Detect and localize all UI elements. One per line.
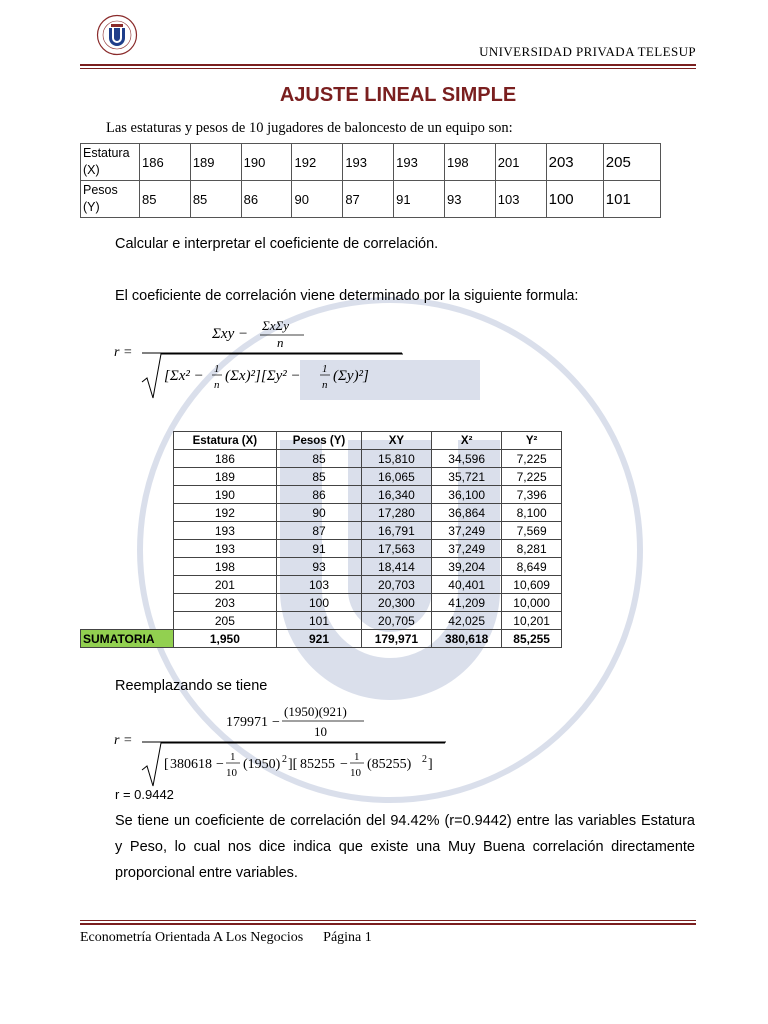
table-cell: 203 <box>173 594 277 612</box>
calc-table <box>80 431 562 648</box>
table-cell: 93 <box>277 558 362 576</box>
table-cell: 193 <box>343 144 394 181</box>
row-label: Pesos (Y) <box>81 181 140 218</box>
table-cell: 192 <box>173 504 277 522</box>
table-row <box>81 144 661 181</box>
table-cell: 37,249 <box>432 522 502 540</box>
data-table <box>80 143 661 218</box>
intro-text: Las estaturas y pesos de 10 jugadores de baloncesto de un equipo son: <box>106 120 513 136</box>
den-d: (85255) <box>367 757 412 772</box>
header-rule-thin <box>80 68 696 69</box>
table-cell: 17,280 <box>361 504 431 522</box>
table-cell: 16,065 <box>361 468 431 486</box>
table-cell: 201 <box>173 576 277 594</box>
svg-text:1: 1 <box>214 363 220 375</box>
table-cell: 39,204 <box>432 558 502 576</box>
column-header: X² <box>432 432 502 450</box>
svg-text:r =: r = <box>114 733 133 748</box>
num-a: 179971 <box>226 715 268 730</box>
table-cell: 86 <box>277 486 362 504</box>
table-cell: 87 <box>343 181 394 218</box>
table-cell: 36,100 <box>432 486 502 504</box>
table-cell: 103 <box>495 181 546 218</box>
table-cell: 85 <box>277 450 362 468</box>
table-cell: 15,810 <box>361 450 431 468</box>
svg-text:1: 1 <box>354 751 360 763</box>
table-cell: 193 <box>173 522 277 540</box>
svg-text:2: 2 <box>422 754 427 765</box>
table-cell: 87 <box>277 522 362 540</box>
table-cell: 193 <box>394 144 445 181</box>
table-cell: 103 <box>277 576 362 594</box>
table-row <box>81 540 562 558</box>
row-label: Estatura (X) <box>81 144 140 181</box>
table-header-row <box>81 432 562 450</box>
table-cell: 20,705 <box>361 612 431 630</box>
svg-text:−: − <box>340 757 348 772</box>
table-cell: 34,596 <box>432 450 502 468</box>
svg-text:ΣxΣy: ΣxΣy <box>262 318 289 333</box>
table-row <box>81 522 562 540</box>
table-cell: 201 <box>495 144 546 181</box>
table-cell: 36,864 <box>432 504 502 522</box>
table-cell: 101 <box>603 181 660 218</box>
table-cell: 189 <box>173 468 277 486</box>
table-cell: 198 <box>444 144 495 181</box>
table-cell: 190 <box>241 144 292 181</box>
svg-text:n: n <box>277 335 284 350</box>
num-b: (1950)(921) <box>284 704 347 719</box>
table-cell: 85 <box>140 181 191 218</box>
calc-table-body <box>81 450 562 630</box>
table-row <box>81 504 562 522</box>
den-b: (1950) <box>243 757 281 772</box>
substituted-formula <box>112 700 452 788</box>
sum-cell: 179,971 <box>361 630 431 648</box>
table-cell: 90 <box>292 181 343 218</box>
conclusion-text: Se tiene un coeficiente de correlación del 94.42% (r=0.9442) entre las variables Estatura y Peso, lo cual nos dice indica que existe una Muy Buena correlación directamente proporcional entre variables. <box>115 813 695 881</box>
sum-row <box>81 630 562 648</box>
table-cell: 8,649 <box>502 558 562 576</box>
table-cell: 186 <box>140 144 191 181</box>
column-header: Pesos (Y) <box>277 432 362 450</box>
table-cell: 7,225 <box>502 450 562 468</box>
table-cell: 8,281 <box>502 540 562 558</box>
table-row <box>81 558 562 576</box>
svg-text:]: ] <box>428 757 433 772</box>
table-cell: 192 <box>292 144 343 181</box>
column-header: Y² <box>502 432 562 450</box>
table-cell: 189 <box>190 144 241 181</box>
table-cell: 10,609 <box>502 576 562 594</box>
table-row <box>81 181 661 218</box>
table-cell: 85 <box>277 468 362 486</box>
task-text: Calcular e interpretar el coeficiente de correlación. <box>115 236 439 252</box>
table-cell: 41,209 <box>432 594 502 612</box>
svg-text:2: 2 <box>282 754 287 765</box>
table-cell: 90 <box>277 504 362 522</box>
formula-intro: El coeficiente de correlación viene determinado por la siguiente formula: <box>115 288 579 304</box>
table-cell: 100 <box>546 181 603 218</box>
table-cell: 186 <box>173 450 277 468</box>
table-cell: 17,563 <box>361 540 431 558</box>
table-cell: 205 <box>173 612 277 630</box>
table-cell: 16,340 <box>361 486 431 504</box>
table-cell: 42,025 <box>432 612 502 630</box>
replace-text: Reemplazando se tiene <box>115 678 268 694</box>
table-cell: 101 <box>277 612 362 630</box>
table-cell: 100 <box>277 594 362 612</box>
table-cell: 7,396 <box>502 486 562 504</box>
table-cell: 7,225 <box>502 468 562 486</box>
correlation-formula <box>112 312 412 402</box>
sum-cell: 1,950 <box>173 630 277 648</box>
column-header: Estatura (X) <box>173 432 277 450</box>
den-c: 85255 <box>300 757 335 772</box>
table-row <box>81 468 562 486</box>
table-cell: 10,000 <box>502 594 562 612</box>
sum-cell: 85,255 <box>502 630 562 648</box>
footer-course: Econometría Orientada A Los Negocios <box>80 930 304 945</box>
table-cell: 16,791 <box>361 522 431 540</box>
table-cell: 7,569 <box>502 522 562 540</box>
sum-cell: 921 <box>277 630 362 648</box>
page-title: AJUSTE LINEAL SIMPLE <box>279 84 517 106</box>
table-cell: 190 <box>173 486 277 504</box>
table-cell: 37,249 <box>432 540 502 558</box>
table-row <box>81 612 562 630</box>
num-div: 10 <box>314 724 327 739</box>
footer <box>80 930 372 946</box>
svg-text:(Σx)²][Σy² −: (Σx)²][Σy² − <box>225 368 301 384</box>
table-row <box>81 576 562 594</box>
svg-text:−: − <box>272 715 280 730</box>
table-row <box>81 450 562 468</box>
footer-rule <box>80 923 696 925</box>
sum-label: SUMATORIA <box>81 630 174 648</box>
svg-text:10: 10 <box>350 767 361 779</box>
svg-text:Σxy −: Σxy − <box>212 326 249 342</box>
table-cell: 203 <box>546 144 603 181</box>
footer-rule-thin <box>80 920 696 921</box>
table-cell: 8,100 <box>502 504 562 522</box>
sum-cell: 380,618 <box>432 630 502 648</box>
den-a: 380618 <box>170 757 212 772</box>
svg-text:1: 1 <box>322 363 328 375</box>
table-cell: 40,401 <box>432 576 502 594</box>
table-cell: 198 <box>173 558 277 576</box>
svg-text:][: ][ <box>288 757 298 772</box>
table-cell: 91 <box>394 181 445 218</box>
table-cell: 91 <box>277 540 362 558</box>
table-cell: 18,414 <box>361 558 431 576</box>
column-header: XY <box>361 432 431 450</box>
result: r = 0.9442 <box>115 787 174 802</box>
header-rule <box>80 64 696 66</box>
svg-text:[: [ <box>164 757 169 772</box>
university-name: UNIVERSIDAD PRIVADA TELESUP <box>479 44 696 59</box>
svg-text:n: n <box>214 379 220 391</box>
table-cell: 10,201 <box>502 612 562 630</box>
svg-text:10: 10 <box>226 767 237 779</box>
table-row <box>81 486 562 504</box>
svg-text:−: − <box>216 757 224 772</box>
table-cell: 85 <box>190 181 241 218</box>
page-number: Página 1 <box>323 930 372 945</box>
table-cell: 193 <box>173 540 277 558</box>
table-cell: 205 <box>603 144 660 181</box>
table-cell: 93 <box>444 181 495 218</box>
table-cell: 20,300 <box>361 594 431 612</box>
svg-text:[Σx² −: [Σx² − <box>164 368 204 384</box>
svg-text:n: n <box>322 379 328 391</box>
university-logo <box>96 14 138 56</box>
svg-text:1: 1 <box>230 751 236 763</box>
svg-text:(Σy)²]: (Σy)²] <box>333 368 369 384</box>
svg-text:r =: r = <box>114 345 133 360</box>
table-cell: 20,703 <box>361 576 431 594</box>
table-row <box>81 594 562 612</box>
table-cell: 35,721 <box>432 468 502 486</box>
table-cell: 86 <box>241 181 292 218</box>
